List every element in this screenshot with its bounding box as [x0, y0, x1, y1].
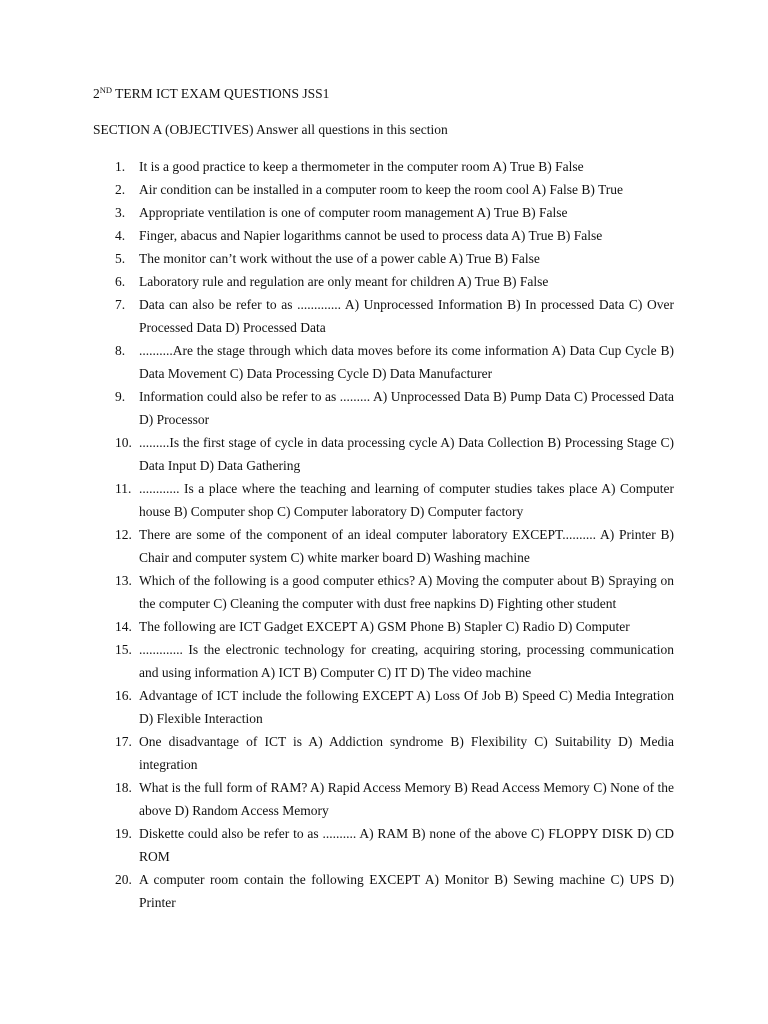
title-rest: TERM ICT EXAM QUESTIONS JSS1 [112, 86, 330, 101]
question-number: 8. [115, 343, 126, 358]
question-item [93, 431, 674, 477]
title-superscript: ND [99, 85, 113, 95]
question-number: 15. [115, 642, 132, 657]
question-item [93, 615, 674, 638]
question-text: Air condition can be installed in a computer room to keep the room cool A) False B) True [139, 182, 624, 197]
question-number: 2. [115, 182, 126, 197]
question-list [93, 155, 674, 914]
question-number: 13. [115, 573, 132, 588]
question-text: ............. Is the electronic technology for creating, acquiring storing, processing communication and using information A) ICT B) Computer C) IT D) The video machine [139, 642, 674, 680]
question-text: .........Is the first stage of cycle in data processing cycle A) Data Collection B) Processing Stage C) Data Input D) Data Gathering [139, 435, 674, 473]
question-text: Finger, abacus and Napier logarithms cannot be used to process data A) True B) False [139, 228, 603, 243]
question-number: 3. [115, 205, 126, 220]
question-text: One disadvantage of ICT is A) Addiction syndrome B) Flexibility C) Suitability D) Media integration [139, 734, 674, 772]
question-number: 11. [115, 481, 132, 496]
question-item [93, 293, 674, 339]
title-prefix: 2 [93, 86, 100, 101]
question-text: The following are ICT Gadget EXCEPT A) GSM Phone B) Stapler C) Radio D) Computer [139, 619, 630, 634]
question-text: The monitor can’t work without the use of a power cable A) True B) False [139, 251, 540, 266]
question-item [93, 339, 674, 385]
question-text: Appropriate ventilation is one of computer room management A) True B) False [139, 205, 568, 220]
section-heading: SECTION A (OBJECTIVES) Answer all questions in this section [93, 122, 448, 137]
question-item [93, 477, 674, 523]
question-item [93, 569, 674, 615]
question-text: It is a good practice to keep a thermometer in the computer room A) True B) False [139, 159, 584, 174]
question-item [93, 224, 674, 247]
question-item [93, 270, 674, 293]
question-number: 10. [115, 435, 132, 450]
question-item [93, 730, 674, 776]
question-number: 14. [115, 619, 132, 634]
question-number: 9. [115, 389, 126, 404]
question-number: 6. [115, 274, 126, 289]
question-text: ............ Is a place where the teaching and learning of computer studies takes place A) Computer house B) Computer shop C) Computer laboratory D) Computer factory [139, 481, 674, 519]
exam-title [93, 84, 329, 104]
question-item [93, 684, 674, 730]
question-item [93, 178, 674, 201]
question-text: What is the full form of RAM? A) Rapid Access Memory B) Read Access Memory C) None of the above D) Random Access Memory [139, 780, 674, 818]
question-text: Which of the following is a good computer ethics? A) Moving the computer about B) Spraying on the computer C) Cleaning the computer with dust free napkins D) Fighting other student [139, 573, 674, 611]
question-number: 7. [115, 297, 126, 312]
question-text: ..........Are the stage through which data moves before its come information A) Data Cup Cycle B) Data Movement C) Data Processing Cycle D) Data Manufacturer [139, 343, 674, 381]
question-number: 5. [115, 251, 126, 266]
question-item [93, 385, 674, 431]
question-text: There are some of the component of an ideal computer laboratory EXCEPT.......... A) Printer B) Chair and computer system C) white marker board D) Washing machine [139, 527, 674, 565]
question-text: A computer room contain the following EXCEPT A) Monitor B) Sewing machine C) UPS D) Printer [139, 872, 674, 910]
question-number: 19. [115, 826, 132, 841]
question-item [93, 155, 674, 178]
question-number: 1. [115, 159, 126, 174]
question-number: 4. [115, 228, 126, 243]
question-item [93, 523, 674, 569]
question-text: Data can also be refer to as ............. A) Unprocessed Information B) In processed Data C) Over Processed Data D) Processed Data [139, 297, 674, 335]
question-item [93, 247, 674, 270]
question-text: Diskette could also be refer to as .......... A) RAM B) none of the above C) FLOPPY DISK D) CD ROM [139, 826, 674, 864]
question-text: Laboratory rule and regulation are only meant for children A) True B) False [139, 274, 549, 289]
question-item [93, 868, 674, 914]
question-text: Information could also be refer to as ......... A) Unprocessed Data B) Pump Data C) Processed Data D) Processor [139, 389, 674, 427]
question-item [93, 638, 674, 684]
question-text: Advantage of ICT include the following EXCEPT A) Loss Of Job B) Speed C) Media Integration D) Flexible Interaction [139, 688, 674, 726]
question-item [93, 776, 674, 822]
question-number: 18. [115, 780, 132, 795]
question-item [93, 822, 674, 868]
question-number: 12. [115, 527, 132, 542]
question-item [93, 201, 674, 224]
question-number: 16. [115, 688, 132, 703]
question-number: 20. [115, 872, 132, 887]
question-number: 17. [115, 734, 132, 749]
